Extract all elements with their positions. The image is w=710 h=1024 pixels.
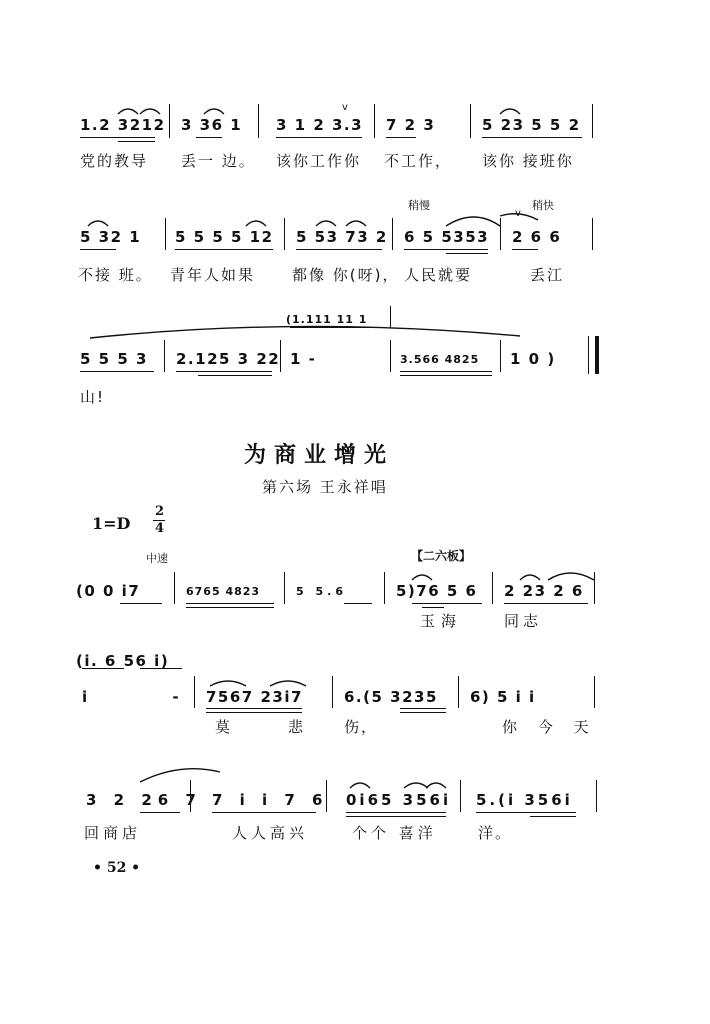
accompaniment-line: (i. 6 56 i)	[76, 652, 170, 670]
lyric: 不工作，	[384, 152, 453, 170]
tempo-mark: 稍快	[532, 199, 554, 212]
lyric: 该你 接班你	[482, 152, 574, 170]
measure-5: 2 23 2 6	[504, 582, 584, 600]
key-signature: 1=D	[92, 514, 131, 533]
tempo-mark: 稍慢	[408, 199, 430, 212]
measure-2: 5 5 5 5 12	[175, 228, 274, 246]
lyric: 洋。	[478, 824, 513, 842]
measure-1: i -	[82, 688, 219, 706]
measure-2: 2.125 3 22	[176, 350, 281, 368]
measure-4: 6) 5 i i	[470, 688, 536, 706]
lyric: 丢江	[530, 266, 565, 284]
lyric: 人民就要	[404, 266, 473, 284]
lyric: 悲	[288, 718, 306, 736]
measure-5: 1 0 )	[510, 350, 556, 368]
lyric: 山!	[80, 388, 106, 406]
svg-text:v: v	[342, 102, 348, 113]
measure-4: 5.(i 356i	[476, 791, 573, 809]
lyric: 个个 喜洋	[352, 824, 437, 842]
banban-label: 【二六板】	[411, 549, 472, 563]
svg-text:v: v	[515, 208, 521, 219]
measure-3: 5 53 73 2	[296, 228, 388, 246]
measure-3: 1 -	[290, 350, 317, 368]
lyric: 都像 你(呀)，	[292, 266, 400, 284]
measure-1: 5 5 5 3	[80, 350, 148, 368]
measure-4: 7 2 3	[386, 116, 436, 134]
time-signature-top: 2	[155, 504, 165, 519]
song-subtitle: 第六场 王永祥唱	[262, 478, 388, 496]
measure-3: 0i65 356i	[346, 791, 452, 809]
measure-3: 3 1 2 3.3	[276, 116, 364, 134]
measure-2: 6765 4823	[186, 585, 261, 598]
lyric: 青年人如果	[170, 266, 256, 284]
measure-4: 3.566 4825	[400, 353, 480, 366]
measure-3: 6.(5 3235	[344, 688, 438, 706]
measure-2: 7 i i 7 6	[212, 791, 329, 809]
song-title: 为商业增光	[244, 442, 395, 468]
measure-1: 5 32 1	[80, 228, 142, 246]
measure-4: 5)76 5 6	[396, 582, 478, 600]
accompaniment-line: (1.111 11 1	[286, 313, 368, 326]
lyric: 伤，	[344, 718, 379, 736]
measure-1: 3 2 26 7	[86, 791, 202, 809]
lyric: 回商店	[84, 824, 142, 842]
lyric: 同志	[504, 612, 543, 630]
lyric: 不接 班。	[78, 266, 153, 284]
tempo-mark: 中速	[146, 552, 168, 565]
measure-2: 3 36 1	[181, 116, 243, 134]
measure-5: 5 23 5 5 2	[482, 116, 581, 134]
lyric: 莫	[215, 718, 233, 736]
measure-5: 2 6 6	[512, 228, 562, 246]
lyric: 人人高兴	[232, 824, 309, 842]
measure-3: 5 5.6	[296, 585, 347, 598]
lyric: 玉海	[420, 612, 463, 630]
measure-1: 1.2 3212	[80, 116, 166, 134]
measure-4: 6 5 5353	[404, 228, 490, 246]
page-number: • 52 •	[93, 860, 141, 876]
measure-1: (0 0 i7	[76, 582, 141, 600]
measure-2: 7567 23i7	[206, 688, 303, 706]
lyric: 该你工作你	[276, 152, 362, 170]
lyric: 党的教导	[80, 152, 149, 170]
lyric: 你 今 天	[502, 718, 597, 736]
time-signature-bottom: 4	[155, 521, 165, 536]
lyric: 丢一 边。	[181, 152, 256, 170]
